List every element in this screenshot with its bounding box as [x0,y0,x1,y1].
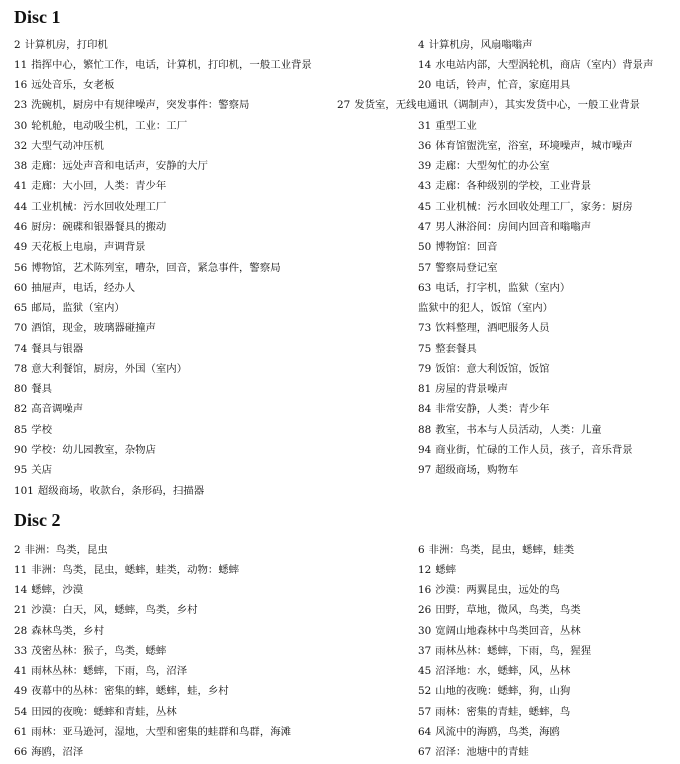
disc-1-entry: 78 意大利餐馆，厨房，外国（室内） [14,363,188,375]
disc-2-entry: 12 蟋蟀 [418,564,457,576]
disc-1-entry: 16 远处音乐，女老板 [14,79,115,91]
disc-2-entry: 16 沙漠：两翼昆虫，远处的鸟 [418,584,560,596]
disc-1-entry: 50 博物馆：回音 [418,241,498,253]
disc-1-entry: 41 走廊：大小回，人类：青少年 [14,180,167,192]
disc-1-entry: 36 体育馆盥洗室，浴室，环境噪声，城市噪声 [418,140,633,152]
disc-2-entry: 61 雨林：亚马逊河，湿地，大型和密集的蛙群和鸟群，海滩 [14,726,291,738]
disc-1-entry: 94 商业街，忙碌的工作人员，孩子，音乐背景 [418,444,633,456]
disc-1-entry: 46 厨房：碗碟和银器餐具的搬动 [14,221,167,233]
disc-1-entry: 63 电话，打字机，监狱（室内） [418,282,571,294]
disc-1-entry: 73 饮料整理，酒吧服务人员 [418,322,550,334]
disc-1-entry: 74 餐具与银器 [14,343,84,355]
disc-1-entry: 57 警察局登记室 [418,262,498,274]
disc-1-entry: 27 发货室，无线电通讯（调制声），其实发货中心，一般工业背景 [337,99,640,111]
disc-2-entry: 37 雨林丛林：蟋蟀，下雨，鸟，猩猩 [418,645,592,657]
disc-2-entry: 41 雨林丛林：蟋蟀，下雨，鸟，沼泽 [14,665,188,677]
disc-1-entry: 70 酒馆，现金，玻璃器碰撞声 [14,322,156,334]
disc-1-entry: 2 计算机房，打印机 [14,39,108,51]
disc-1-entry: 44 工业机械：污水回收处理工厂 [14,201,167,213]
disc-2-entry: 21 沙漠：白天，风，蟋蟀，鸟类，乡村 [14,604,198,616]
disc-1-entry: 43 走廊：各种级别的学校，工业背景 [418,180,592,192]
disc-2-entry: 66 海鸥，沼泽 [14,746,84,758]
disc-1-entry: 80 餐具 [14,383,53,395]
disc-1-entry: 84 非常安静，人类：青少年 [418,403,550,415]
disc-1-entry: 14 水电站内部，大型涡轮机，商店（室内）背景声 [418,59,654,71]
disc-2-entry: 26 田野，草地，微风，鸟类，鸟类 [418,604,581,616]
disc-1-entry: 4 计算机房，风扇嗡嗡声 [418,39,533,51]
disc-2-entry: 45 沼泽地：水，蟋蟀，风，丛林 [418,665,571,677]
disc-1-entry: 75 整套餐具 [418,343,477,355]
disc-1-entry: 39 走廊：大型匆忙的办公室 [418,160,550,172]
disc-1-entry: 45 工业机械：污水回收处理工厂，家务：厨房 [418,201,633,213]
disc-1-entry: 30 轮机舱，电动吸尘机，工业：工厂 [14,120,188,132]
disc-1-entry: 85 学校 [14,424,53,436]
disc-2-entry: 57 雨林：密集的青蛙，蟋蟀，鸟 [418,706,571,718]
disc-1-heading: Disc 1 [14,7,61,27]
disc-1-entry: 60 抽屉声，电话，经办人 [14,282,136,294]
disc-1-entry: 90 学校：幼儿园教室，杂物店 [14,444,156,456]
disc-1-entry: 56 博物馆，艺术陈列室，嘈杂，回音，紧急事件，警察局 [14,262,281,274]
disc-2-entry: 33 茂密丛林：猴子，鸟类，蟋蟀 [14,645,167,657]
disc-2-entry: 2 非洲：鸟类，昆虫 [14,544,108,556]
disc-1-entry: 79 饭馆：意大利饭馆，饭馆 [418,363,550,375]
disc-2-entry: 28 森林鸟类，乡村 [14,625,104,637]
disc-2-entry: 64 风流中的海鸥，鸟类，海鸥 [418,726,560,738]
disc-2-entry: 54 田园的夜晚：蟋蟀和青蛙，丛林 [14,706,177,718]
disc-1-entry: 47 男人淋浴间：房间内回音和嗡嗡声 [418,221,592,233]
disc-1-entry: 监狱中的犯人，饭馆（室内） [418,302,554,314]
disc-1-entry: 65 邮局，监狱（室内） [14,302,125,314]
disc-2-entry: 6 非洲：鸟类，昆虫，蟋蟀，蛙类 [418,544,575,556]
disc-1-entry: 20 电话，铃声，忙音，家庭用具 [418,79,571,91]
disc-2-entry: 49 夜幕中的丛林：密集的蟀，蟋蟀，蛙，乡村 [14,685,229,697]
disc-2-entry: 30 宽阔山地森林中鸟类回音，丛林 [418,625,581,637]
disc-1-entry: 101 超级商场，收款台，条形码，扫描器 [14,485,205,497]
disc-2-heading: Disc 2 [14,510,61,530]
disc-2-entry: 67 沼泽：池塘中的青蛙 [418,746,529,758]
disc-1-entry: 32 大型气动冲压机 [14,140,104,152]
disc-1-entry: 81 房屋的背景噪声 [418,383,508,395]
disc-1-entry: 88 教室，书本与人员活动，人类：儿童 [418,424,602,436]
disc-2-entry: 14 蟋蟀，沙漠 [14,584,84,596]
disc-1-entry: 95 关店 [14,464,53,476]
disc-1-entry: 31 重型工业 [418,120,477,132]
disc-1-entry: 23 洗碗机，厨房中有规律噪声，突发事件：警察局 [14,99,250,111]
disc-1-entry: 82 高音调噪声 [14,403,84,415]
disc-2-entry: 11 非洲：鸟类，昆虫，蟋蟀，蛙类，动物：蟋蟀 [14,564,240,576]
disc-1-entry: 11 指挥中心，繁忙工作，电话，计算机，打印机，一般工业背景 [14,59,312,71]
disc-1-entry: 97 超级商场，购物车 [418,464,519,476]
disc-2-entry: 52 山地的夜晚：蟋蟀，狗，山狗 [418,685,571,697]
disc-1-entry: 49 天花板上电扇，声调背景 [14,241,146,253]
disc-1-entry: 38 走廊：远处声音和电话声，安静的大厅 [14,160,208,172]
